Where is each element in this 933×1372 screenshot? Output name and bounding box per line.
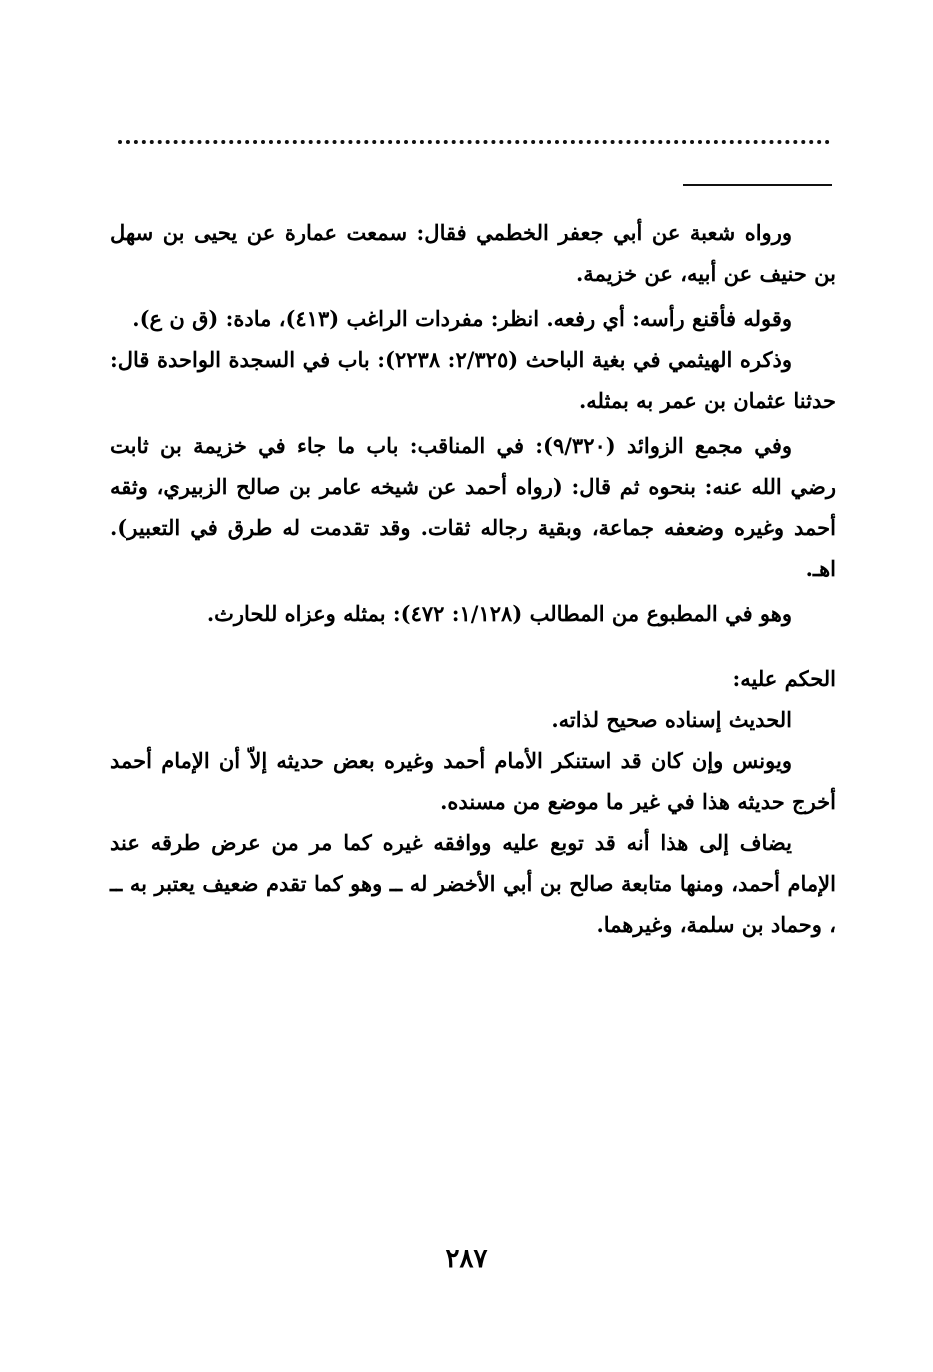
footnote-section (110, 212, 836, 634)
note-paragraph-3: وذكره الهيثمي في بغية الباحث (٢/٣٢٥: ٢٢٣٨): باب في السجدة الواحدة قال: حدثنا عثمان بن عمر به بمثله. (110, 347, 836, 413)
note-paragraph-1: ورواه شعبة عن أبي جعفر الخطمي فقال: سمعت عمارة عن يحيى بن سهل بن حنيف عن أبيه، عن خزيمة. (110, 220, 836, 286)
ruling-paragraph-1: الحديث إسناده صحيح لذاته. (551, 707, 792, 732)
note-paragraph-5: وهو في المطبوع من المطالب (١/١٢٨: ٤٧٢): بمثله وعزاه للحارث. (206, 601, 792, 626)
ruling-paragraph-2: ويونس وإن كان قد استنكر الأمام أحمد وغيره بعض حديثه إلاّ أن الإمام أحمد أخرج حديثه هذا في غير ما موضع من مسنده. (110, 748, 836, 814)
note-paragraph-2: وقوله فأقنع رأسه: أي رفعه. انظر: مفردات الراغب (٤١٣)، مادة: (ق ن ع). (132, 306, 792, 331)
ruling-section (110, 658, 836, 945)
dotted-separator (118, 140, 830, 144)
ruling-paragraph-3: يضاف إلى هذا أنه قد توبع عليه ووافقه غيره كما مر من عرض طرقه عند الإمام أحمد، ومنها متابعة صالح بن أبي الأخضر له ــ وهو كما تقدم ضعيف يعتبر به ــ ، وحماد بن سلمة، وغيرهما. (110, 830, 836, 937)
ruling-heading: الحكم عليه: (732, 666, 836, 691)
footnote-rule (683, 184, 832, 186)
note-paragraph-4: وفي مجمع الزوائد (٩/٣٢٠): في المناقب: باب ما جاء في خزيمة بن ثابت رضي الله عنه: بنحوه ثم قال: (رواه أحمد عن شيخه عامر بن صالح الزبيري، وثقه أحمد وغيره وضعفه جماعة، وبقية رجاله ثقات. وقد تقدمت له طرق في التعبير). اهـ. (110, 433, 836, 581)
page-number: ٢٨٧ (445, 1244, 488, 1274)
